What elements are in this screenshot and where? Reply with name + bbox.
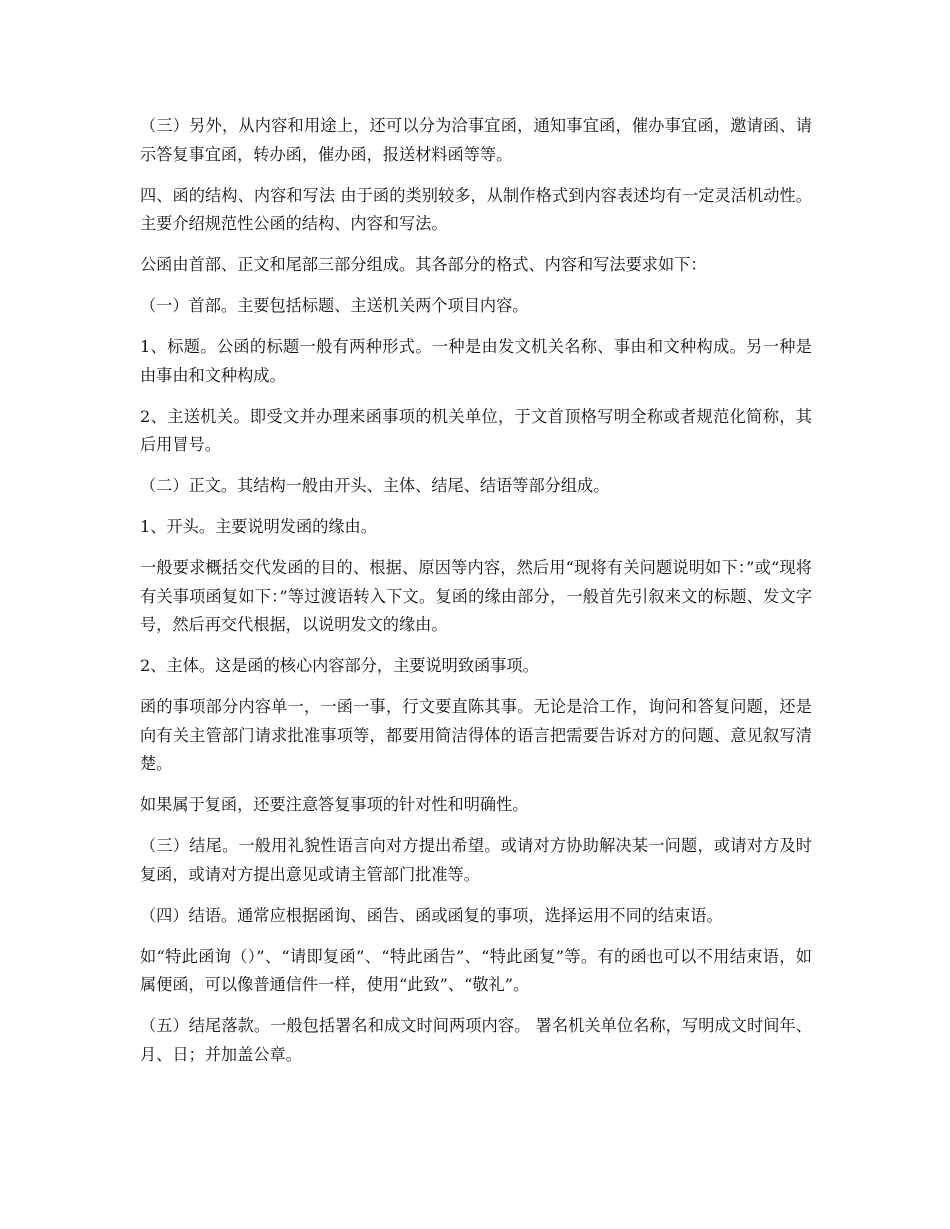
paragraph-header-section: （一）首部。主要包括标题、主送机关两个项目内容。	[140, 296, 529, 315]
paragraph-recipient: 2、主送机关。即受文并办理来函事项的机关单位，于文首顶格写明全称或者规范化简称，其后用冒号。	[140, 406, 812, 454]
paragraph-title: 1、标题。公函的标题一般有两种形式。一种是由发文机关名称、事由和文种构成。另一种是由事由和文种构成。	[140, 337, 812, 385]
document-body	[140, 112, 812, 1082]
paragraph-body-section: （二）正文。其结构一般由开头、主体、结尾、结语等部分组成。	[140, 476, 610, 495]
paragraph-closing-examples: 如“特此函询（）”、“请即复函”、“特此函告”、“特此函复”等。有的函也可以不用结束语，如属便函，可以像普通信件一样，使用“此致”、“敬礼”。	[140, 946, 812, 994]
paragraph-opening: 1、开头。主要说明发函的缘由。	[140, 517, 377, 536]
paragraph-signature: （五）结尾落款。一般包括署名和成文时间两项内容。 署名机关单位名称，写明成文时间年、月、日；并加盖公章。	[140, 1016, 812, 1064]
paragraph-category-by-purpose: （三）另外，从内容和用途上，还可以分为洽事宜函，通知事宜函，催办事宜函，邀请函、请示答复事宜函，转办函，催办函，报送材料函等等。	[140, 116, 812, 164]
paragraph-main-body-detail: 函的事项部分内容单一，一函一事，行文要直陈其事。无论是洽工作，询问和答复问题，还是向有关主管部门请求批准事项等，都要用简洁得体的语言把需要告诉对方的问题、意见叙写清楚。	[140, 697, 812, 773]
paragraph-reply-note: 如果属于复函，还要注意答复事项的针对性和明确性。	[140, 795, 529, 814]
paragraph-closing-phrase: （四）结语。通常应根据函询、函告、函或函复的事项，选择运用不同的结束语。	[140, 905, 723, 925]
paragraph-ending: （三）结尾。一般用礼貌性语言向对方提出希望。或请对方协助解决某一问题，或请对方及时复函，或请对方提出意见或请主管部门批准等。	[140, 836, 812, 884]
paragraph-three-parts: 公函由首部、正文和尾部三部分组成。其各部分的格式、内容和写法要求如下：	[140, 255, 707, 274]
paragraph-main-body: 2、主体。这是函的核心内容部分，主要说明致函事项。	[140, 656, 539, 675]
paragraph-structure-heading: 四、函的结构、内容和写法 由于函的类别较多，从制作格式到内容表述均有一定灵活机动性。主要介绍规范性公函的结构、内容和写法。	[140, 185, 812, 233]
paragraph-opening-detail: 一般要求概括交代发函的目的、根据、原因等内容，然后用“现将有关问题说明如下：”或“现将有关事项函复如下：”等过渡语转入下文。复函的缘由部分，一般首先引叙来文的标题、发文字号，然后再交代根据，以说明发文的缘由。	[140, 558, 812, 634]
